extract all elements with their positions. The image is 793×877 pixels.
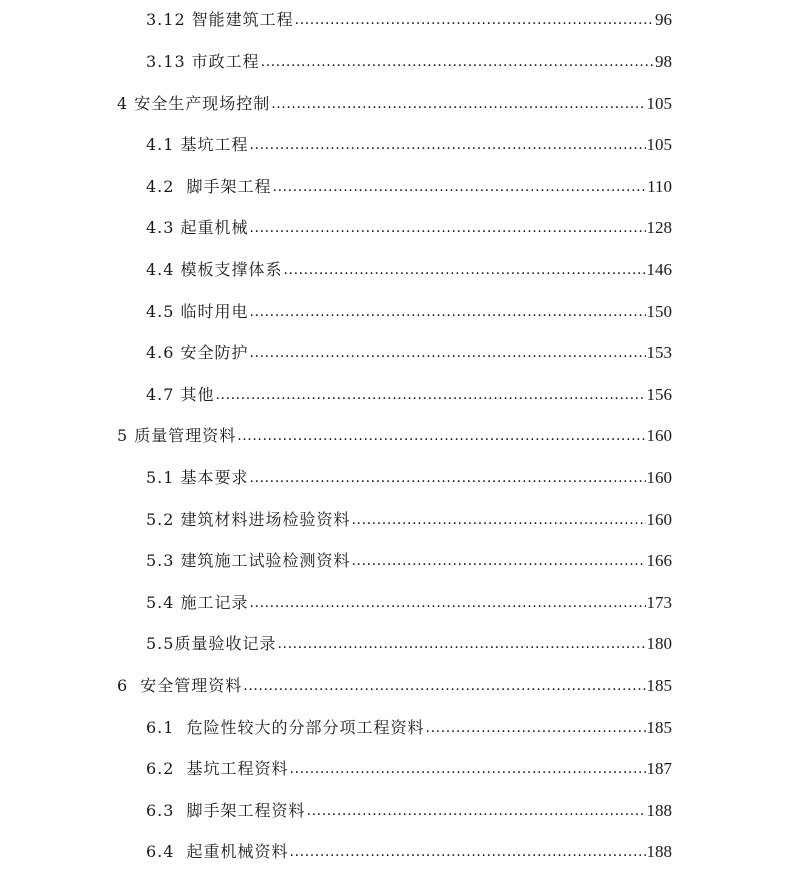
toc-entry-page: 185 bbox=[646, 718, 672, 737]
toc-dot-leader bbox=[426, 718, 646, 738]
toc-entry-page: 150 bbox=[646, 302, 672, 321]
toc-entry-page: 153 bbox=[646, 343, 672, 362]
toc-entry[interactable] bbox=[146, 173, 672, 197]
toc-entry-title: 起重机械 bbox=[180, 218, 249, 237]
toc-entry-page: 160 bbox=[646, 510, 672, 529]
toc-entry[interactable] bbox=[146, 547, 672, 571]
toc-dot-leader bbox=[290, 842, 646, 862]
toc-entry[interactable] bbox=[146, 131, 672, 155]
toc-entry-title: 智能建筑工程 bbox=[191, 10, 294, 29]
toc-entry[interactable] bbox=[146, 589, 672, 613]
toc-entry[interactable] bbox=[146, 630, 672, 654]
toc-entry-title: 基本要求 bbox=[180, 468, 249, 487]
toc-entry-title: 质量管理资料 bbox=[134, 426, 237, 445]
toc-entry[interactable] bbox=[146, 256, 672, 280]
toc-entry[interactable] bbox=[146, 797, 672, 821]
toc-entry-page: 146 bbox=[646, 260, 672, 279]
toc-entry-title: 市政工程 bbox=[191, 52, 260, 71]
toc-dot-leader bbox=[261, 52, 654, 72]
toc-entry-title: 建筑施工试验检测资料 bbox=[180, 551, 351, 570]
toc-dot-leader bbox=[273, 177, 647, 197]
toc-entry-number: 5.1 bbox=[146, 468, 175, 487]
toc-entry[interactable] bbox=[146, 506, 672, 530]
toc-entry-number: 4.7 bbox=[146, 385, 175, 404]
toc-dot-leader bbox=[237, 426, 645, 446]
toc-entry-number: 4.3 bbox=[146, 218, 175, 237]
toc-entry-number: 4.5 bbox=[146, 302, 175, 321]
toc-dot-leader bbox=[283, 260, 645, 280]
toc-entry-page: 180 bbox=[646, 634, 672, 653]
toc-entry-number: 5.4 bbox=[146, 593, 175, 612]
toc-entry-title: 基坑工程 bbox=[180, 135, 249, 154]
toc-entry-title: 危险性较大的分部分项工程资料 bbox=[180, 718, 425, 737]
toc-dot-leader bbox=[277, 634, 645, 654]
toc-entry[interactable] bbox=[146, 6, 672, 30]
toc-entry-title: 基坑工程资料 bbox=[180, 759, 289, 778]
toc-entry-page: 156 bbox=[646, 385, 672, 404]
toc-entry-page: 188 bbox=[646, 801, 672, 820]
toc-dot-leader bbox=[351, 551, 645, 571]
toc-entry-number: 5.2 bbox=[146, 510, 175, 529]
toc-entry[interactable] bbox=[117, 422, 672, 446]
toc-dot-leader bbox=[249, 135, 645, 155]
toc-dot-leader bbox=[290, 759, 646, 779]
toc-entry[interactable] bbox=[146, 838, 672, 862]
toc-dot-leader bbox=[351, 510, 645, 530]
toc-dot-leader bbox=[249, 468, 645, 488]
toc-entry-number: 4.6 bbox=[146, 343, 175, 362]
toc-entry[interactable] bbox=[117, 90, 672, 114]
toc-entry-title: 安全防护 bbox=[180, 343, 249, 362]
toc-entry-number: 3.12 bbox=[146, 10, 186, 29]
toc-entry-page: 105 bbox=[646, 94, 672, 113]
toc-dot-leader bbox=[249, 593, 645, 613]
toc-entry[interactable] bbox=[146, 464, 672, 488]
toc-entry-page: 185 bbox=[646, 676, 672, 695]
toc-entry-page: 98 bbox=[655, 52, 672, 71]
toc-entry-number: 3.13 bbox=[146, 52, 186, 71]
toc-entry-page: 96 bbox=[655, 10, 672, 29]
toc-entry-title: 模板支撑体系 bbox=[180, 260, 283, 279]
toc-entry[interactable] bbox=[146, 755, 672, 779]
toc-entry-number: 5 bbox=[117, 426, 129, 445]
toc-entry-number: 6.4 bbox=[146, 842, 175, 861]
toc-entry-page: 160 bbox=[646, 468, 672, 487]
toc-dot-leader bbox=[249, 218, 645, 238]
toc-entry-number: 4 bbox=[117, 94, 129, 113]
toc-entry[interactable] bbox=[146, 381, 672, 405]
toc-dot-leader bbox=[249, 343, 645, 363]
toc-entry-page: 160 bbox=[646, 426, 672, 445]
toc-entry[interactable] bbox=[146, 48, 672, 72]
toc-entry-title: 起重机械资料 bbox=[180, 842, 289, 861]
toc-entry-page: 110 bbox=[647, 177, 672, 196]
toc-entry-number: 6.3 bbox=[146, 801, 175, 820]
toc-entry-title: 质量验收记录 bbox=[174, 634, 277, 653]
toc-entry-number: 6.2 bbox=[146, 759, 175, 778]
toc-dot-leader bbox=[243, 676, 645, 696]
toc-dot-leader bbox=[271, 94, 645, 114]
toc-entry-number: 4.4 bbox=[146, 260, 175, 279]
toc-entry-title: 脚手架工程 bbox=[180, 177, 272, 196]
toc-entry-page: 166 bbox=[646, 551, 672, 570]
toc-entry-number: 4.2 bbox=[146, 177, 175, 196]
toc-entry-page: 188 bbox=[646, 842, 672, 861]
toc-entry-number: 5.5 bbox=[146, 634, 175, 653]
toc-entry-number: 6 bbox=[117, 676, 129, 695]
toc-entry-title: 建筑材料进场检验资料 bbox=[180, 510, 351, 529]
toc-dot-leader bbox=[307, 801, 646, 821]
toc-entry-title: 临时用电 bbox=[180, 302, 249, 321]
toc-entry-title: 施工记录 bbox=[180, 593, 249, 612]
toc-entry-page: 187 bbox=[646, 759, 672, 778]
toc-dot-leader bbox=[295, 10, 654, 30]
toc-entry-title: 脚手架工程资料 bbox=[180, 801, 306, 820]
toc-entry-number: 5.3 bbox=[146, 551, 175, 570]
toc-entry-title: 安全管理资料 bbox=[134, 676, 243, 695]
toc-entry-number: 4.1 bbox=[146, 135, 175, 154]
toc-entry[interactable] bbox=[117, 672, 672, 696]
toc-dot-leader bbox=[215, 385, 645, 405]
toc-entry[interactable] bbox=[146, 214, 672, 238]
toc-entry-title: 其他 bbox=[180, 385, 215, 404]
toc-dot-leader bbox=[249, 302, 645, 322]
toc-entry[interactable] bbox=[146, 298, 672, 322]
toc-entry[interactable] bbox=[146, 339, 672, 363]
toc-entry-page: 128 bbox=[646, 218, 672, 237]
toc-entry[interactable] bbox=[146, 714, 672, 738]
toc-entry-number: 6.1 bbox=[146, 718, 175, 737]
toc-entry-page: 105 bbox=[646, 135, 672, 154]
toc-entry-page: 173 bbox=[646, 593, 672, 612]
toc-entry-title: 安全生产现场控制 bbox=[134, 94, 271, 113]
